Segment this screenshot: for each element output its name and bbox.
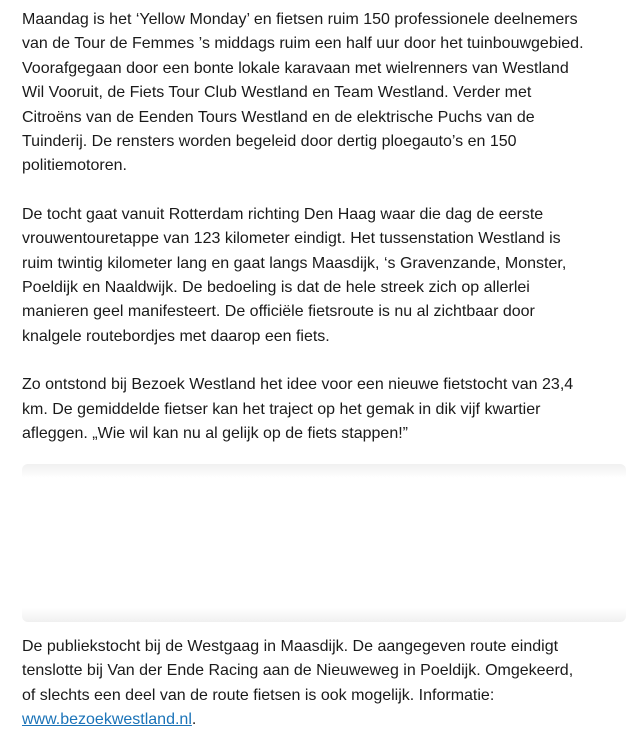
paragraph-spacer — [22, 349, 634, 373]
paragraph-spacer — [22, 179, 634, 203]
para3-line3: afleggen. „Wie wil kan nu al gelijk op de fiets stappen!” — [22, 425, 408, 443]
caption-line3: of slechts een deel van de route fietsen is ook mogelijk. Informatie: — [22, 686, 495, 704]
para3-line1: Zo ontstond bij Bezoek Westland het idee voor een nieuwe fietstocht van 23,4 — [22, 376, 574, 394]
para1-line4: Wil Vooruit, de Fiets Tour Club Westland en Team Westland. Verder met — [22, 84, 532, 102]
image-caption — [22, 635, 634, 733]
image-bottom-edge — [22, 608, 626, 622]
para1-line3: Voorafgegaan door een bonte lokale karavaan met wielrenners van Westland — [22, 59, 569, 77]
para1-line1: Maandag is het ‘Yellow Monday’ en fietsen ruim 150 professionele deelnemers — [22, 11, 578, 28]
para2-line1: De tocht gaat vanuit Rotterdam richting Den Haag waar die dag de eerste — [22, 205, 544, 223]
para2-line4: Poeldijk en Naaldwijk. De bedoeling is dat de hele streek zich op allerlei — [22, 279, 530, 297]
para1-line6: Tuinderij. De rensters worden begeleid door dertig ploegauto’s en 150 — [22, 133, 517, 151]
para1-line2: van de Tour de Femmes ’s middags ruim een half uur door het tuinbouwgebied. — [22, 35, 584, 53]
para2-line5: manieren geel manifesteert. De officiële fietsroute is nu al zichtbaar door — [22, 303, 535, 321]
para2-line6: knalgele routebordjes met daarop een fiets. — [22, 327, 330, 345]
paragraph-fietstocht — [22, 373, 634, 446]
para1-line7: politiemotoren. — [22, 157, 127, 175]
para3-line2: km. De gemiddelde fietser kan het traject op het gemak in dik vijf kwartier — [22, 400, 541, 418]
bezoekwestland-link[interactable]: www.bezoekwestland.nl — [22, 711, 192, 729]
para2-line2: vrouwentouretappe van 123 kilometer eindigt. Het tussenstation Westland is — [22, 230, 561, 248]
caption-line2: tenslotte bij Van der Ende Racing aan de Nieuweweg in Poeldijk. Omgekeerd, — [22, 662, 574, 680]
caption-line1: De publiekstocht bij de Westgaag in Maasdijk. De aangegeven route eindigt — [22, 638, 559, 655]
image-top-edge — [22, 464, 626, 478]
paragraph-yellow-monday — [22, 8, 634, 179]
para1-line5: Citroëns van de Eenden Tours Westland en de elektrische Puchs van de — [22, 108, 535, 126]
caption-link-suffix: . — [191, 711, 197, 729]
article-image-placeholder — [22, 464, 626, 622]
para2-line3: ruim twintig kilometer lang en gaat langs Maasdijk, ‘s Gravenzande, Monster, — [22, 254, 567, 272]
article-body — [22, 8, 634, 447]
paragraph-route — [22, 203, 634, 349]
